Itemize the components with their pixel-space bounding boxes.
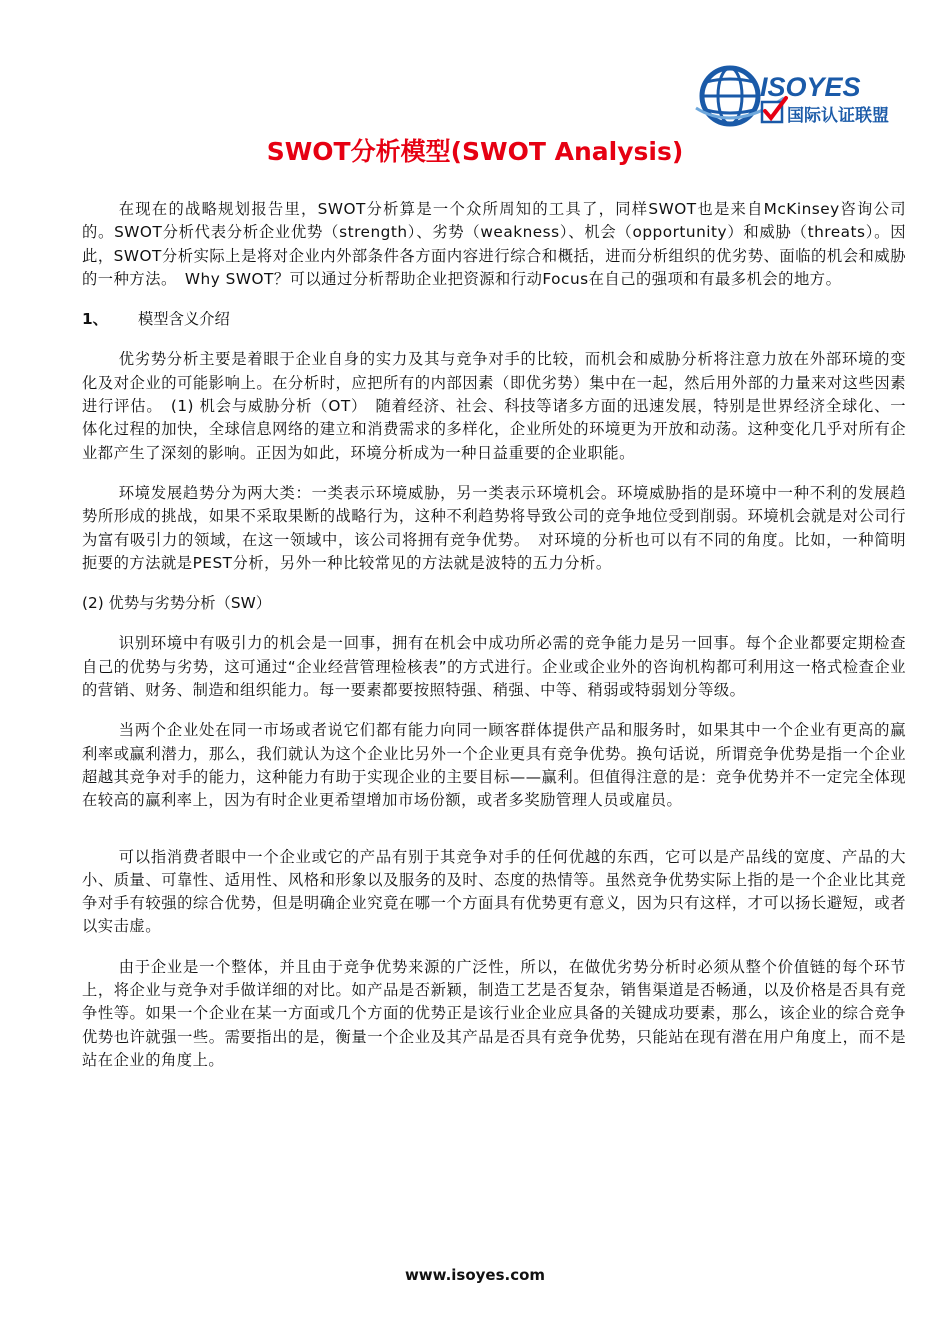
section-2-heading: (2) 优势与劣势分析（SW） <box>82 594 272 613</box>
footer-url[interactable]: www.isoyes.com <box>404 1266 546 1284</box>
paragraph-6: 由于企业是一个整体，并且由于竞争优势来源的广泛性，所以，在做优劣势分析时必须从整个价值链的每个环节上，将企业与竞争对手做详细的对比。如产品是否新颖，制造工艺是否复杂，销售渠道是否畅通，以及价格是否具有竞争性等。如果一个企业在某一方面或几个方面的优势正是该行业企业应具备的关键成功要素，那么，该企业的综合竞争优势也许就强一些。需要指出的是，衡量一个企业及其产品是否具有竞争优势，只能站在现有潜在用户角度上，而不是站在企业的角度上。 <box>82 957 906 1069</box>
blank-line <box>82 830 906 846</box>
isoyes-logo <box>694 58 904 134</box>
page-title: SWOT分析模型(SWOT Analysis) <box>266 137 684 166</box>
section-1-number: 1、 <box>82 310 108 329</box>
globe-check-icon <box>694 58 904 134</box>
section-1-title: 模型含义介绍 <box>138 310 230 329</box>
intro-paragraph: 在现在的战略规划报告里，SWOT分析算是一个众所周知的工具了，同样SWOT也是来自McKinsey咨询公司的。SWOT分析代表分析企业优势（strength）、劣势（weakness）、机会（opportunity）和威胁（threats）。因此，SWOT分析实际上是将对企业内外部条件各方面内容进行综合和概括，进而分析组织的优劣势、面临的机会和威胁的一种方法。 Why SWOT？可以通过分析帮助企业把资源和行动Focus在自己的强项和有最多机会的地方。 <box>82 200 906 288</box>
logo-subtitle: 国际认证联盟 <box>787 106 889 126</box>
paragraph-3: 识别环境中有吸引力的机会是一回事，拥有在机会中成功所必需的竞争能力是另一回事。每个企业都要定期检查自己的优势与劣势，这可通过“企业经营管理检核表”的方式进行。企业或企业外的咨询机构都可利用这一格式检查企业的营销、财务、制造和组织能力。每一要素都要按照特强、稍强、中等、稍弱或特弱划分等级。 <box>82 634 906 700</box>
paragraph-5: 可以指消费者眼中一个企业或它的产品有别于其竞争对手的任何优越的东西，它可以是产品线的宽度、产品的大小、质量、可靠性、适用性、风格和形象以及服务的及时、态度的热情等。虽然竞争优势实际上指的是一个企业比其竞争对手有较强的综合优势，但是明确企业究竟在哪一个方面具有优势更有意义，因为只有这样，才可以扬长避短，或者以实击虚。 <box>82 847 906 936</box>
section-1-heading <box>82 308 906 331</box>
logo-brand: ISOYES <box>760 72 861 102</box>
paragraph-1: 优劣势分析主要是着眼于企业自身的实力及其与竞争对手的比较，而机会和威胁分析将注意力放在外部环境的变化及对企业的可能影响上。在分析时，应把所有的内部因素（即优劣势）集中在一起，然后用外部的力量来对这些因素进行评估。 (1) 机会与威胁分析（OT） 随着经济、社会、科技等诸多方面的迅速发展，特别是世界经济全球化、一体化过程的加快，全球信息网络的建立和消费需求的多样化，企业所处的环境更为开放和动荡。这种变化几乎对所有企业都产生了深刻的影响。正因为如此，环境分析成为一种日益重要的企业职能。 <box>82 350 906 462</box>
paragraph-2: 环境发展趋势分为两大类：一类表示环境威胁，另一类表示环境机会。环境威胁指的是环境中一种不利的发展趋势所形成的挑战，如果不采取果断的战略行为，这种不利趋势将导致公司的竞争地位受到削弱。环境机会就是对公司行为富有吸引力的领域，在这一领域中，该公司将拥有竞争优势。 对环境的分析也可以有不同的角度。比如，一种简明扼要的方法就是PEST分析，另外一种比较常见的方法就是波特的五力分析。 <box>82 483 906 572</box>
paragraph-4: 当两个企业处在同一市场或者说它们都有能力向同一顾客群体提供产品和服务时，如果其中一个企业有更高的赢利率或赢利潜力，那么，我们就认为这个企业比另外一个企业更具有竞争优势。换句话说，所谓竞争优势是指一个企业超越其竞争对手的能力，这种能力有助于实现企业的主要目标——赢利。但值得注意的是：竞争优势并不一定完全体现在较高的赢利率上，因为有时企业更希望增加市场份额，或者多奖励管理人员或雇员。 <box>82 721 906 810</box>
document-body <box>82 198 906 1089</box>
